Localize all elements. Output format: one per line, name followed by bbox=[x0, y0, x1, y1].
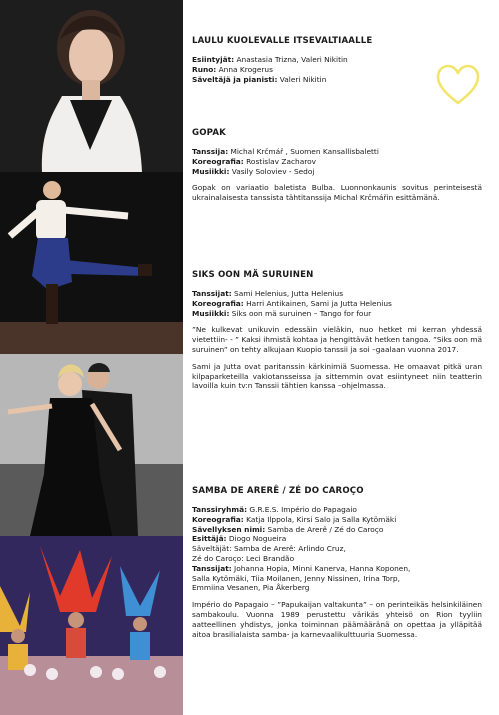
description-paragraph: Sami ja Jutta ovat paritanssin kärkinimiä Suomessa. He omaavat pitkä uran kilpaparketeilla vakiotansseissa ja sittemmin ovat esiintyneet niin teatterin lavoilla kuin tv:n Tanssii tähtien kanssa –ohjelmassa. bbox=[192, 361, 482, 391]
credit-line: Salla Kytömäki, Tiia Moilanen, Jenny Nissinen, Irina Torp, bbox=[192, 573, 400, 583]
credit-line: Tanssijat: Johanna Hopia, Minni Kanerva, Hanna Koponen, bbox=[192, 563, 411, 573]
section-title: GOPAK bbox=[192, 128, 226, 138]
photo-column bbox=[0, 0, 183, 715]
section-title: SIKS OON MÄ SURUINEN bbox=[192, 270, 314, 280]
credit-line: Esiintyjät: Anastasia Trizna, Valeri Nikitin bbox=[192, 55, 348, 64]
credit-line: Emmiina Vesanen, Pia Åkerberg bbox=[192, 583, 310, 593]
description-paragraph: ”Ne kulkevat unikuvin edessäin vieläkin, nuo hetket mi kerran yhdessä vietettiin- - ” Kaksi ihmistä kohtaa ja hengittävät hetken tangoa. ”Siks oon mä suruinen” on tehty alkujaan Kuopio tanssii ja soi –gaalaan vuonna 2017. bbox=[192, 325, 482, 354]
credit-line: Musiikki: Vasily Soloviev - Sedoj bbox=[192, 166, 315, 176]
section-title: SAMBA DE ARERÊ / ZÉ DO CAROÇO bbox=[192, 486, 364, 496]
credit-line: Tanssija: Michal Krčmář , Suomen Kansallisbaletti bbox=[192, 147, 379, 156]
credit-line: Tanssiryhmä: G.R.E.S. Império do Papagaio bbox=[192, 505, 357, 514]
section-laulu bbox=[192, 36, 482, 84]
credit-line: Esittäjä: Diogo Nogueira bbox=[192, 534, 287, 544]
credit-line: Sävellyksen nimi: Samba de Arerê / Zé do Caroço bbox=[192, 524, 384, 534]
credit-line: Koreografia: Katja Ilppola, Kirsi Salo ja Salla Kytömäki bbox=[192, 514, 397, 524]
credit-line: Säveltäjä ja pianisti: Valeri Nikitin bbox=[192, 74, 327, 84]
credit-line: Säveltäjät: Samba de Arerê: Arlindo Cruz, bbox=[192, 544, 346, 554]
credit-line: Koreografia: Harri Antikainen, Sami ja Jutta Helenius bbox=[192, 298, 392, 308]
credit-line: Koreografia: Rostislav Zacharov bbox=[192, 156, 317, 166]
section-siks bbox=[192, 270, 482, 391]
credit-line: Runo: Anna Krogerus bbox=[192, 64, 273, 74]
dance-couple-photo bbox=[0, 354, 183, 536]
section-title: LAULU KUOLEVALLE ITSEVALTIAALLE bbox=[192, 36, 373, 46]
credit-line: Tanssijat: Sami Helenius, Jutta Helenius bbox=[192, 289, 344, 298]
credit-line: Musiikki: Siks oon mä suruinen – Tango for four bbox=[192, 308, 372, 318]
section-gopak bbox=[192, 128, 482, 203]
samba-dancers-photo bbox=[0, 536, 183, 715]
credit-line: Zé do Caroço: Leci Brandão bbox=[192, 553, 295, 563]
description-paragraph: Gopak on variaatio baletista Bulba. Luonnonkaunis sovitus perinteisestä ukrainalaisesta tanssista tähtitanssija Michal Krčmářin esittämänä. bbox=[192, 183, 482, 203]
section-samba bbox=[192, 486, 482, 639]
male-dancer-photo bbox=[0, 172, 183, 354]
description-paragraph: Império do Papagaio – ”Papukaijan valtakunta” – on perinteikäs helsinkiläinen sambakoulu. Vuonna 1989 perustettu värikäs yhteisö on Rion tyyliin aatteellinen yhdistys, jonka toiminnan päämääränä on opettaa ja ylläpitää aitoa brasilialaista samba- ja karnevaalikulttuuria Suomessa. bbox=[192, 600, 482, 639]
portrait-woman-photo bbox=[0, 0, 183, 172]
